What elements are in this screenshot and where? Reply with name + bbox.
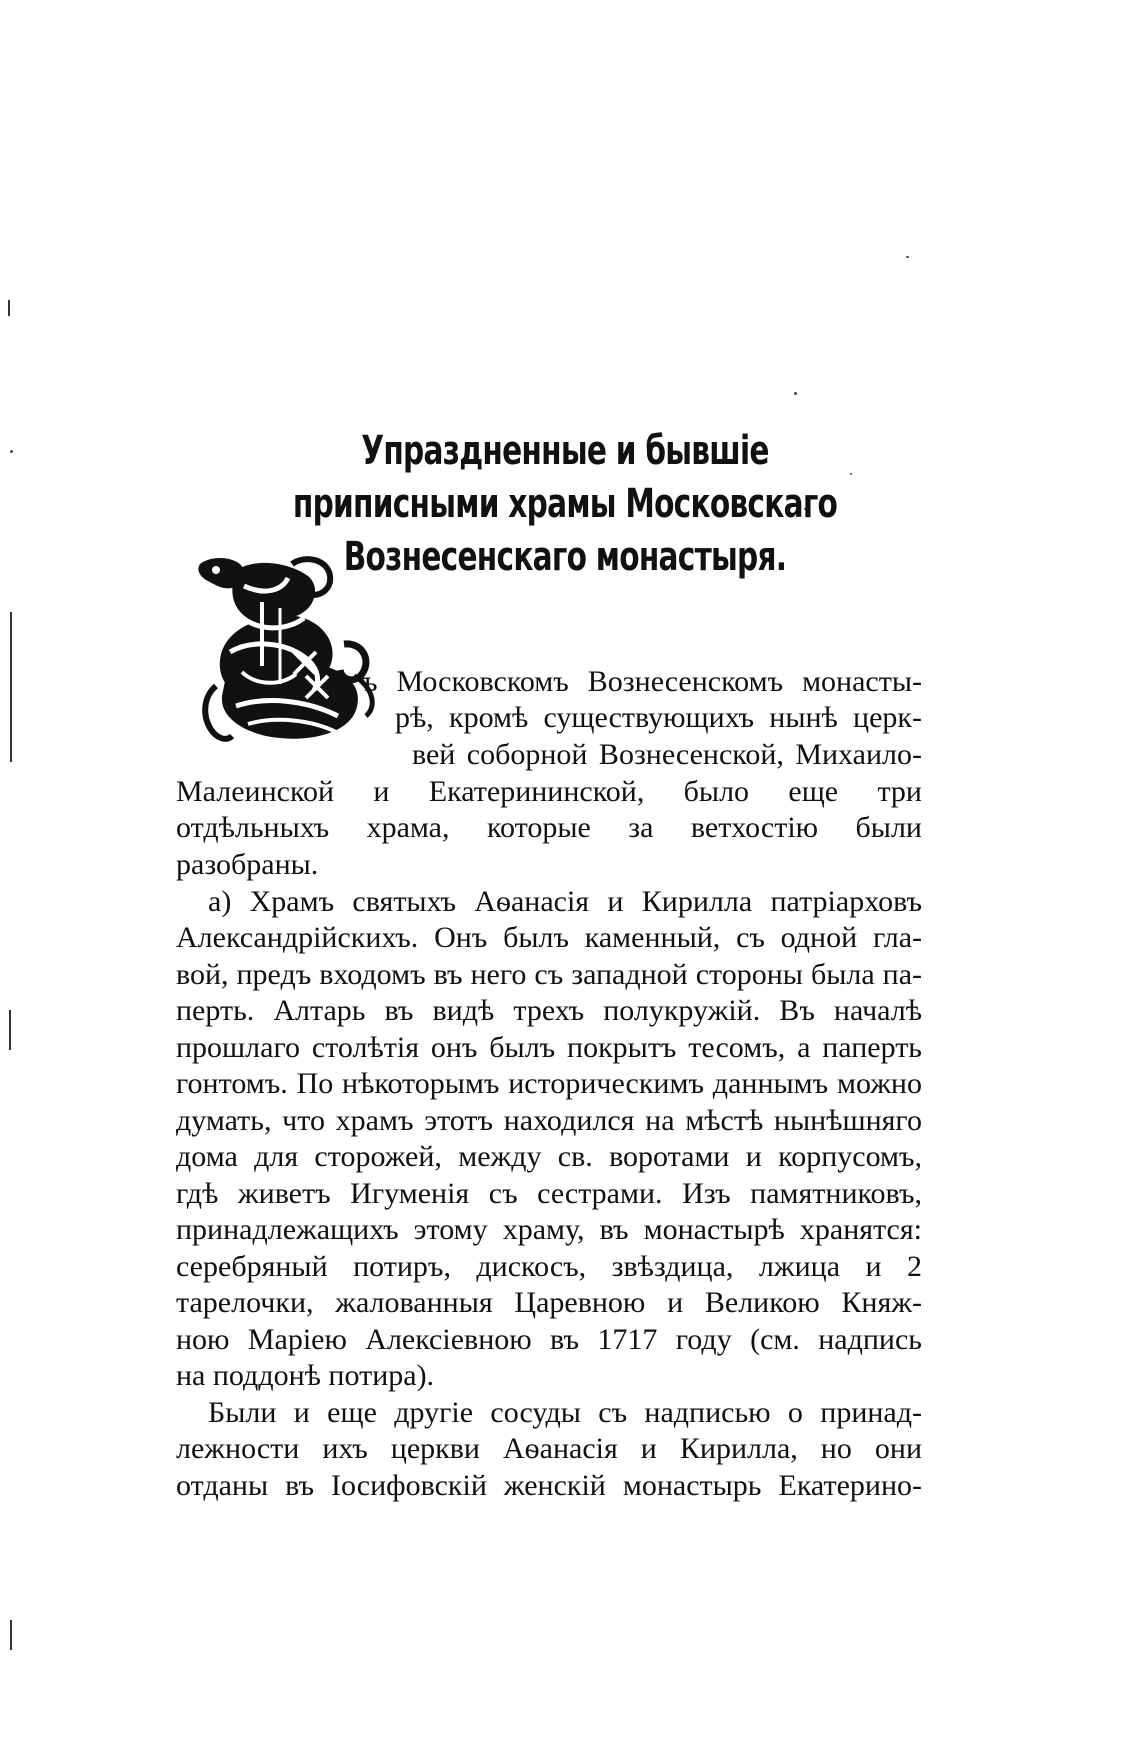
ornamental-initial-letter [196, 556, 388, 746]
scan-speck [906, 256, 909, 258]
text-line: Малеинской и Екатерининской, было еще три [176, 775, 922, 808]
scan-speck [794, 392, 797, 395]
text-line: гонтомъ. По нѣкоторымъ историческимъ даннымъ можно [176, 1067, 922, 1100]
text-line: Были и еще другіе сосуды съ надписью о принад- [208, 1396, 922, 1429]
text-line: дома для сторожей, между св. воротами и корпусомъ, [176, 1140, 922, 1173]
text-line: принадлежащихъ этому храму, въ монастырѣ хранятся: [176, 1213, 922, 1246]
text-line: серебряный потиръ, дискосъ, звѣздица, лжица и 2 [176, 1250, 922, 1283]
text-line: лежности ихъ церкви Аѳанасія и Кирилла, но они [176, 1432, 922, 1465]
text-line: рѣ, кромѣ существующихъ нынѣ церк- [395, 701, 922, 734]
text-line: разобраны. [176, 848, 319, 881]
text-line: отдѣльныхъ храма, которые за ветхостію были [176, 811, 922, 844]
text-line: думать, что храмъ этотъ находился на мѣстѣ нынѣшняго [176, 1104, 922, 1137]
text-line: отданы въ Іосифовскій женскій монастырь Екатерино- [176, 1469, 922, 1502]
scan-edge-mark [8, 300, 10, 316]
text-line: гдѣ живетъ Игуменія съ сестрами. Изъ памятниковъ, [176, 1177, 922, 1210]
text-line: Александрійскихъ. Онъ былъ каменный, съ одной гла- [176, 921, 922, 954]
text-line: на поддонѣ потира). [176, 1359, 435, 1392]
text-line: перть. Алтарь въ видѣ трехъ полукружій. Въ началѣ [176, 994, 922, 1027]
scan-edge-mark [10, 1620, 12, 1650]
scan-edge-mark [9, 1010, 11, 1050]
text-line: ною Маріею Алексіевною въ 1717 году (см. надпись [176, 1323, 922, 1356]
text-line: а) Храмъ святыхъ Аѳанасія и Кирилла патріарховъ [208, 885, 922, 918]
text-line: вей соборной Вознесенской, Михаило- [412, 738, 922, 771]
text-line: ъ Московскомъ Вознесенскомъ монасты- [362, 665, 922, 698]
text-line: тарелочки, жалованныя Царевною и Великою Княж- [176, 1286, 922, 1319]
chapter-title-line-2: Вознесенскаго монастыря. [343, 534, 787, 580]
scan-speck [10, 450, 13, 453]
chapter-title-line-1: Упраздненные и бывшіе приписными храмы Московскаго [292, 428, 838, 527]
scan-edge-mark [10, 612, 12, 762]
text-line: вой, предъ входомъ въ него съ западной стороны была па- [176, 958, 922, 991]
text-line: прошлаго столѣтія онъ былъ покрытъ тесомъ, а паперть [176, 1031, 922, 1064]
